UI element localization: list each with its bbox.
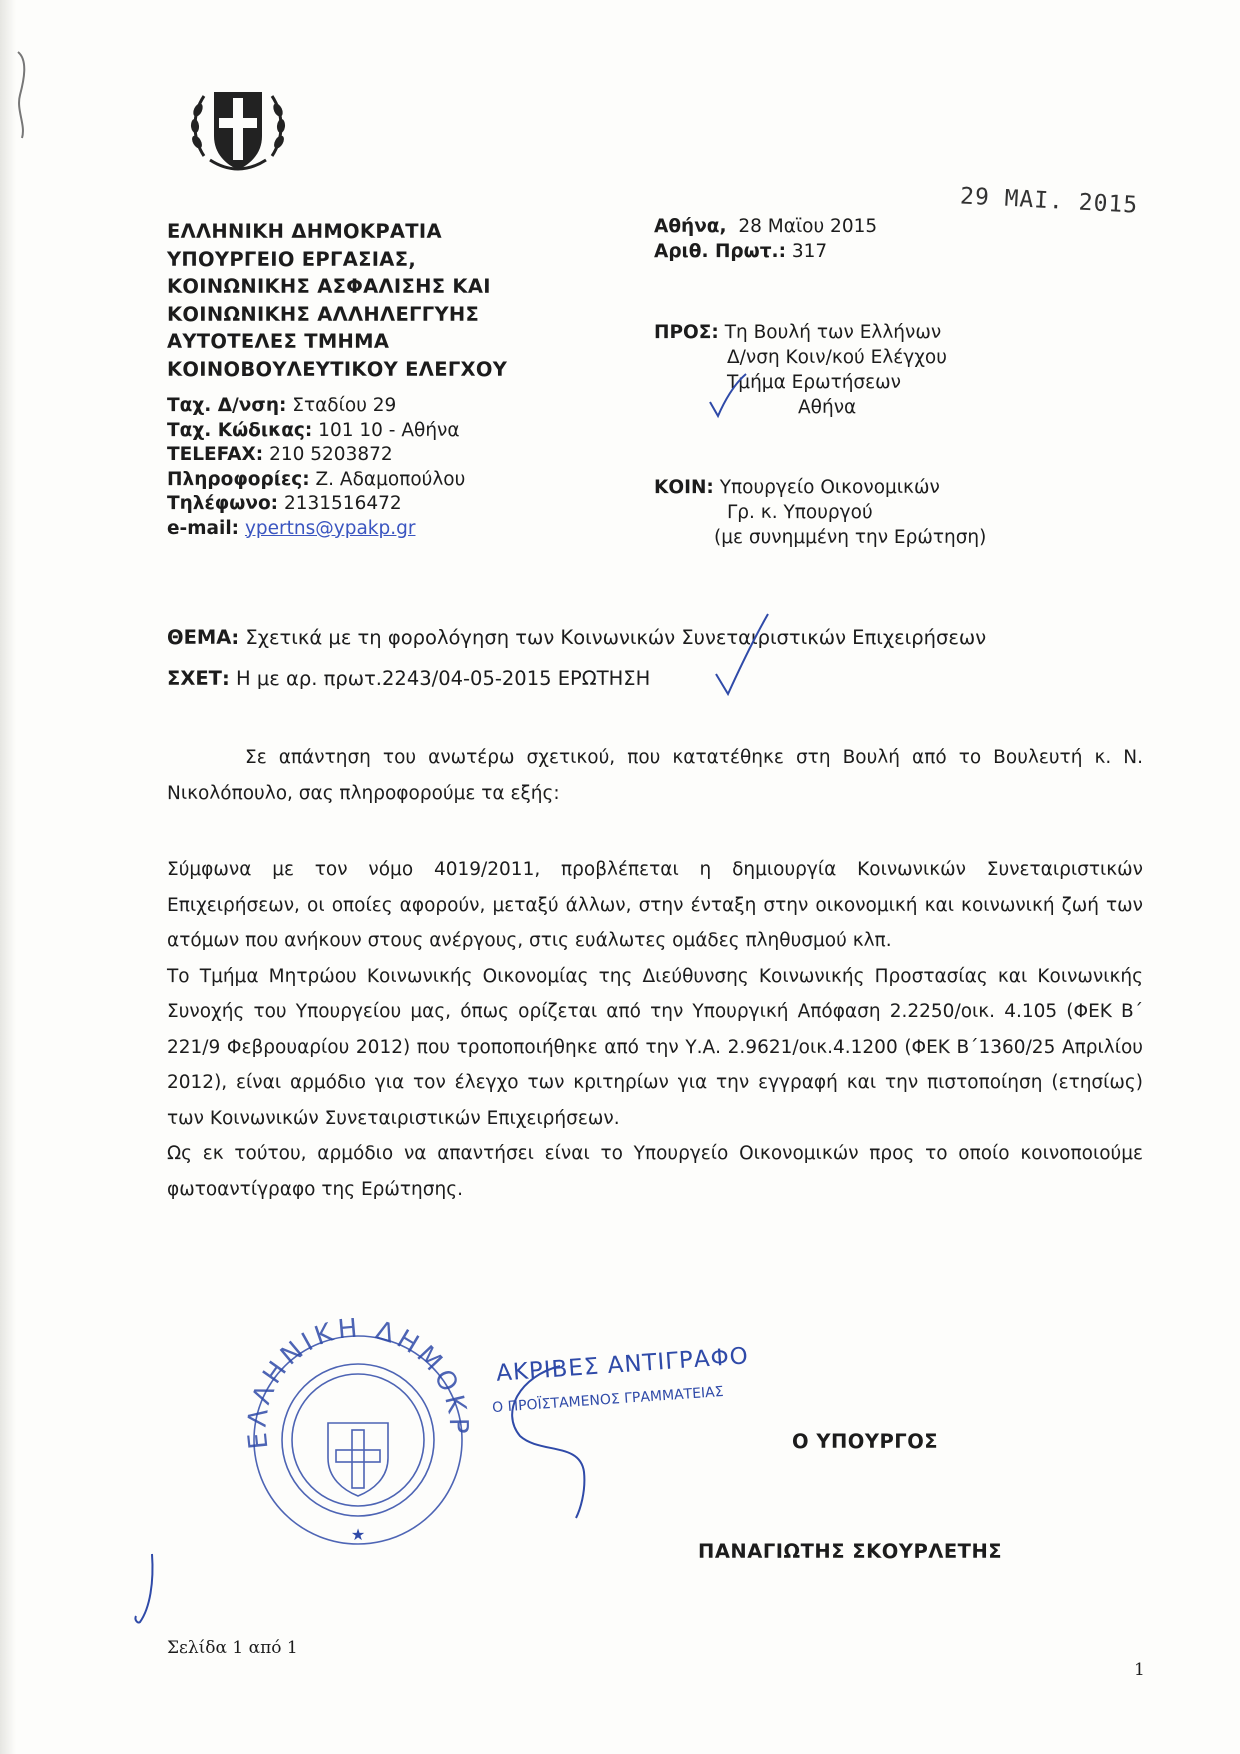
coat-of-arms-emblem [188, 78, 288, 178]
paragraph-1: Σύμφωνα με τον νόμο 4019/2011, προβλέπεται η δημιουργία Κοινωνικών Συνεταιριστικών Επιχειρήσεων, οι οποίες αφορούν, μεταξύ άλλων, στην ένταξη στην οικονομική και κοινωνική ζωή των ατόμων που ανήκουν στους ανέργους, στις ευάλωτες ομάδες πληθυσμού κλπ. [167, 859, 1143, 951]
info-value: Ζ. Αδαμοπούλου [315, 468, 466, 490]
address-label: Ταχ. Δ/νση: [167, 395, 287, 416]
scan-edge-left [0, 0, 16, 1754]
address-row [167, 394, 465, 419]
info-label: Πληροφορίες: [167, 468, 310, 490]
handwritten-initial [500, 1362, 600, 1522]
protocol-row [654, 239, 877, 264]
contact-block [167, 394, 465, 541]
place-label: Αθήνα, [654, 216, 727, 237]
org-line: ΚΟΙΝΟΒΟΥΛΕΥΤΙΚΟΥ ΕΛΕΓΧΟΥ [167, 357, 508, 381]
official-round-seal [238, 1318, 478, 1558]
intro-paragraph [167, 740, 1143, 811]
page-footer-label: Σελίδα 1 από 1 [167, 1638, 298, 1658]
received-date-stamp: 29 ΜΑΙ. 2015 [959, 183, 1139, 219]
phone-value: 2131516472 [283, 493, 402, 514]
to-line: Δ/νση Κοιν/κού Ελέγχου [727, 347, 947, 368]
cc-recipients [654, 475, 986, 550]
date-row [654, 214, 877, 239]
date-protocol-block [654, 214, 877, 264]
email-row [167, 517, 465, 542]
svg-text:★: ★ [350, 1525, 366, 1544]
protocol-value: 317 [791, 241, 828, 262]
paragraph-2: Το Τμήμα Μητρώου Κοινωνικής Οικονομίας της Διεύθυνσης Κοινωνικής Προστασίας και Κοινωνικής Συνοχής του Υπουργείου μας, όπως ορίζεται από την Υπουργική Απόφαση 2.2250/οικ. 4.105 (ΦΕΚ Β΄ 221/9 Φεβρουαρίου 2012) που τροποποιήθηκε από την Υ.Α. 2.9621/οικ.4.1200 (ΦΕΚ Β΄1360/25 Απριλίου 2012), είναι αρμόδιο για τον έλεγχο των κριτηρίων για την εγγραφή και την πιστοποίηση (ετησίως) των Κοινωνικών Συνεταιριστικών Επιχειρήσεων. [167, 965, 1143, 1129]
postcode-row [167, 419, 465, 444]
signature-name: ΠΑΝΑΓΙΩΤΗΣ ΣΚΟΥΡΛΕΤΗΣ [698, 1540, 1003, 1563]
email-link[interactable]: ypertns@ypakp.gr [244, 517, 416, 539]
postcode-label: Ταχ. Κώδικας: [167, 419, 313, 441]
reference-line [167, 667, 650, 690]
scan-mark-left [10, 50, 32, 140]
org-line: ΚΟΙΝΩΝΙΚΗΣ ΑΣΦΑΛΙΣΗΣ ΚΑΙ [167, 275, 491, 298]
handwritten-margin-mark [130, 1552, 160, 1626]
subject-label: ΘΕΜΑ: [167, 626, 240, 649]
handwritten-check-to [708, 372, 748, 420]
org-line: ΥΠΟΥΡΓΕΙΟ ΕΡΓΑΣΙΑΣ, [167, 247, 417, 271]
cc-label: ΚΟΙΝ: [654, 477, 714, 498]
page-number: 1 [1134, 1660, 1145, 1680]
cc-line: (με συνημμένη την Ερώτηση) [714, 527, 987, 548]
address-value: Σταδίου 29 [292, 395, 397, 416]
organization-header [167, 218, 507, 383]
fax-row [167, 443, 465, 468]
certified-copy-stamp-title: ΑΚΡΙΒΕΣ ΑΝΤΙΓΡΑΦΟ [495, 1343, 750, 1387]
seal-text: ΕΛΛΗΝΙΚΗ ΔΗΜΟΚΡ [242, 1318, 474, 1451]
to-line: Τη Βουλή των Ελλήνων [724, 322, 942, 343]
main-body [167, 852, 1143, 1207]
phone-label: Τηλέφωνο: [167, 493, 279, 514]
info-row [167, 468, 465, 493]
to-row [654, 320, 947, 345]
org-line: ΕΛΛΗΝΙΚΗ ΔΗΜΟΚΡΑΤΙΑ [167, 220, 442, 243]
postcode-value: 101 10 - Αθήνα [318, 419, 460, 441]
subject-line [167, 626, 986, 649]
to-line: Τμήμα Ερωτήσεων [727, 372, 901, 393]
handwritten-check-subject [712, 612, 772, 698]
minister-name-block [698, 1540, 1002, 1563]
cc-line: Γρ. κ. Υπουργού [727, 502, 873, 523]
date-value: 28 Μαϊου 2015 [738, 216, 878, 237]
cc-row [654, 475, 986, 500]
certified-copy-stamp-subtitle: Ο ΠΡΟΪΣΤΑΜΕΝΟΣ ΓΡΑΜΜΑΤΕΙΑΣ [491, 1383, 725, 1417]
intro-text: Σε απάντηση του ανωτέρω σχετικού, που κατατέθηκε στη Βουλή από το Βουλευτή κ. Ν. Νικολόπουλο, σας πληροφορούμε τα εξής: [167, 747, 1143, 804]
org-line: ΑΥΤΟΤΕΛΕΣ ΤΜΗΜΑ [167, 330, 390, 353]
fax-value: 210 5203872 [269, 444, 393, 465]
fax-label: TELEFAX: [167, 444, 264, 465]
to-recipients [654, 320, 947, 420]
cc-line: Υπουργείο Οικονομικών [719, 477, 940, 498]
phone-row [167, 492, 465, 517]
reference-text: Η με αρ. πρωτ.2243/04-05-2015 ΕΡΩΤΗΣΗ [235, 667, 651, 690]
to-label: ΠΡΟΣ: [654, 322, 719, 343]
org-line: ΚΟΙΝΩΝΙΚΗΣ ΑΛΛΗΛΕΓΓΥΗΣ [167, 302, 480, 326]
email-label: e-mail: [167, 517, 240, 539]
to-line: Αθήνα [798, 397, 857, 418]
paragraph-3: Ως εκ τούτου, αρμόδιο να απαντήσει είναι το Υπουργείο Οικονομικών προς το οποίο κοινοποιούμε φωτοαντίγραφο της Ερώτησης. [167, 1143, 1143, 1200]
reference-label: ΣΧΕΤ: [167, 667, 230, 690]
subject-text: Σχετικά με τη φορολόγηση των Κοινωνικών Συνεταιριστικών Επιχειρήσεων [245, 626, 987, 649]
minister-title [792, 1430, 938, 1453]
protocol-label: Αριθ. Πρωτ.: [654, 241, 786, 262]
signature-title: Ο ΥΠΟΥΡΓΟΣ [792, 1430, 939, 1453]
